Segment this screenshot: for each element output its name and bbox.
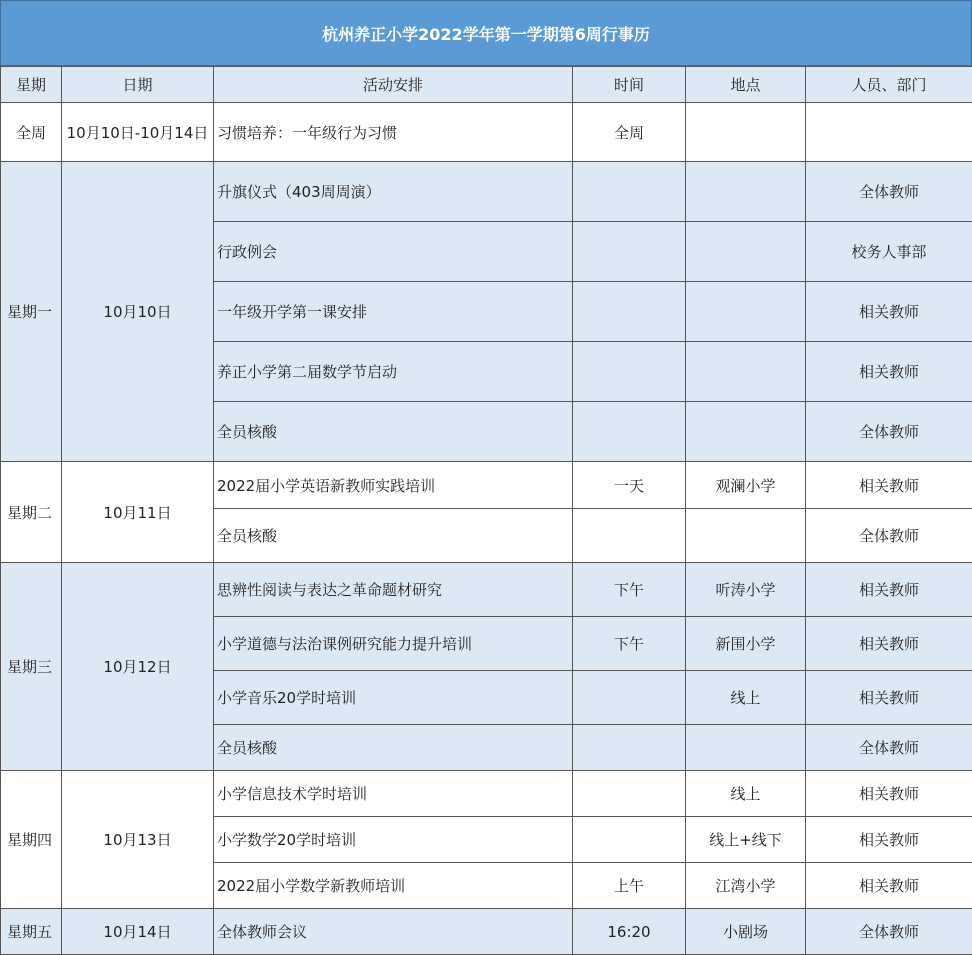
people-cell (806, 103, 972, 162)
date-cell: 10月12日 (62, 563, 214, 771)
schedule-table (0, 66, 972, 955)
place-cell: 新围小学 (686, 617, 806, 671)
people-cell: 相关教师 (806, 863, 972, 909)
people-cell: 相关教师 (806, 771, 972, 817)
activity-cell: 思辨性阅读与表达之革命题材研究 (214, 563, 573, 617)
weekday-cell: 全周 (1, 103, 62, 162)
place-cell: 线上 (686, 771, 806, 817)
activity-cell: 全员核酸 (214, 725, 573, 771)
weekday-cell: 星期二 (1, 462, 62, 563)
time-cell (573, 342, 686, 402)
weekday-cell: 星期四 (1, 771, 62, 909)
activity-cell: 全员核酸 (214, 509, 573, 563)
time-cell: 全周 (573, 103, 686, 162)
activity-cell: 小学数学20学时培训 (214, 817, 573, 863)
place-cell: 线上 (686, 671, 806, 725)
time-cell (573, 222, 686, 282)
people-cell: 相关教师 (806, 342, 972, 402)
table-row (1, 563, 972, 617)
table-row (1, 771, 972, 817)
date-cell: 10月10日-10月14日 (62, 103, 214, 162)
people-cell: 相关教师 (806, 563, 972, 617)
activity-cell: 一年级开学第一课安排 (214, 282, 573, 342)
place-cell: 听涛小学 (686, 563, 806, 617)
header-activity: 活动安排 (214, 67, 573, 103)
time-cell: 一天 (573, 462, 686, 509)
people-cell: 相关教师 (806, 462, 972, 509)
place-cell (686, 725, 806, 771)
people-cell: 校务人事部 (806, 222, 972, 282)
place-cell: 江湾小学 (686, 863, 806, 909)
header-time: 时间 (573, 67, 686, 103)
header-row (1, 67, 972, 103)
people-cell: 相关教师 (806, 282, 972, 342)
people-cell: 全体教师 (806, 162, 972, 222)
place-cell (686, 509, 806, 563)
activity-cell: 2022届小学数学新教师培训 (214, 863, 573, 909)
date-cell: 10月14日 (62, 909, 214, 955)
people-cell: 相关教师 (806, 817, 972, 863)
activity-cell: 小学音乐20学时培训 (214, 671, 573, 725)
place-cell (686, 282, 806, 342)
people-cell: 相关教师 (806, 671, 972, 725)
people-cell: 全体教师 (806, 909, 972, 955)
time-cell (573, 817, 686, 863)
place-cell (686, 162, 806, 222)
date-cell: 10月13日 (62, 771, 214, 909)
date-cell: 10月11日 (62, 462, 214, 563)
page-title: 杭州养正小学2022学年第一学期第6周行事历 (0, 0, 972, 66)
header-people: 人员、部门 (806, 67, 972, 103)
place-cell (686, 103, 806, 162)
people-cell: 全体教师 (806, 509, 972, 563)
header-place: 地点 (686, 67, 806, 103)
time-cell: 下午 (573, 563, 686, 617)
table-row (1, 909, 972, 955)
activity-cell: 养正小学第二届数学节启动 (214, 342, 573, 402)
table-row (1, 462, 972, 509)
place-cell (686, 342, 806, 402)
activity-cell: 升旗仪式（403周周演） (214, 162, 573, 222)
activity-cell: 2022届小学英语新教师实践培训 (214, 462, 573, 509)
place-cell: 观澜小学 (686, 462, 806, 509)
time-cell: 上午 (573, 863, 686, 909)
table-row (1, 162, 972, 222)
activity-cell: 全体教师会议 (214, 909, 573, 955)
time-cell: 下午 (573, 617, 686, 671)
time-cell: 16:20 (573, 909, 686, 955)
people-cell: 全体教师 (806, 402, 972, 462)
time-cell (573, 671, 686, 725)
activity-cell: 习惯培养：一年级行为习惯 (214, 103, 573, 162)
weekday-cell: 星期一 (1, 162, 62, 462)
header-date: 日期 (62, 67, 214, 103)
activity-cell: 小学道德与法治课例研究能力提升培训 (214, 617, 573, 671)
time-cell (573, 282, 686, 342)
time-cell (573, 725, 686, 771)
date-cell: 10月10日 (62, 162, 214, 462)
activity-cell: 小学信息技术学时培训 (214, 771, 573, 817)
place-cell (686, 402, 806, 462)
place-cell: 小剧场 (686, 909, 806, 955)
activity-cell: 行政例会 (214, 222, 573, 282)
place-cell: 线上+线下 (686, 817, 806, 863)
time-cell (573, 402, 686, 462)
table-row (1, 103, 972, 162)
time-cell (573, 509, 686, 563)
weekday-cell: 星期五 (1, 909, 62, 955)
activity-cell: 全员核酸 (214, 402, 573, 462)
people-cell: 相关教师 (806, 617, 972, 671)
time-cell (573, 771, 686, 817)
time-cell (573, 162, 686, 222)
weekday-cell: 星期三 (1, 563, 62, 771)
place-cell (686, 222, 806, 282)
people-cell: 全体教师 (806, 725, 972, 771)
header-weekday: 星期 (1, 67, 62, 103)
